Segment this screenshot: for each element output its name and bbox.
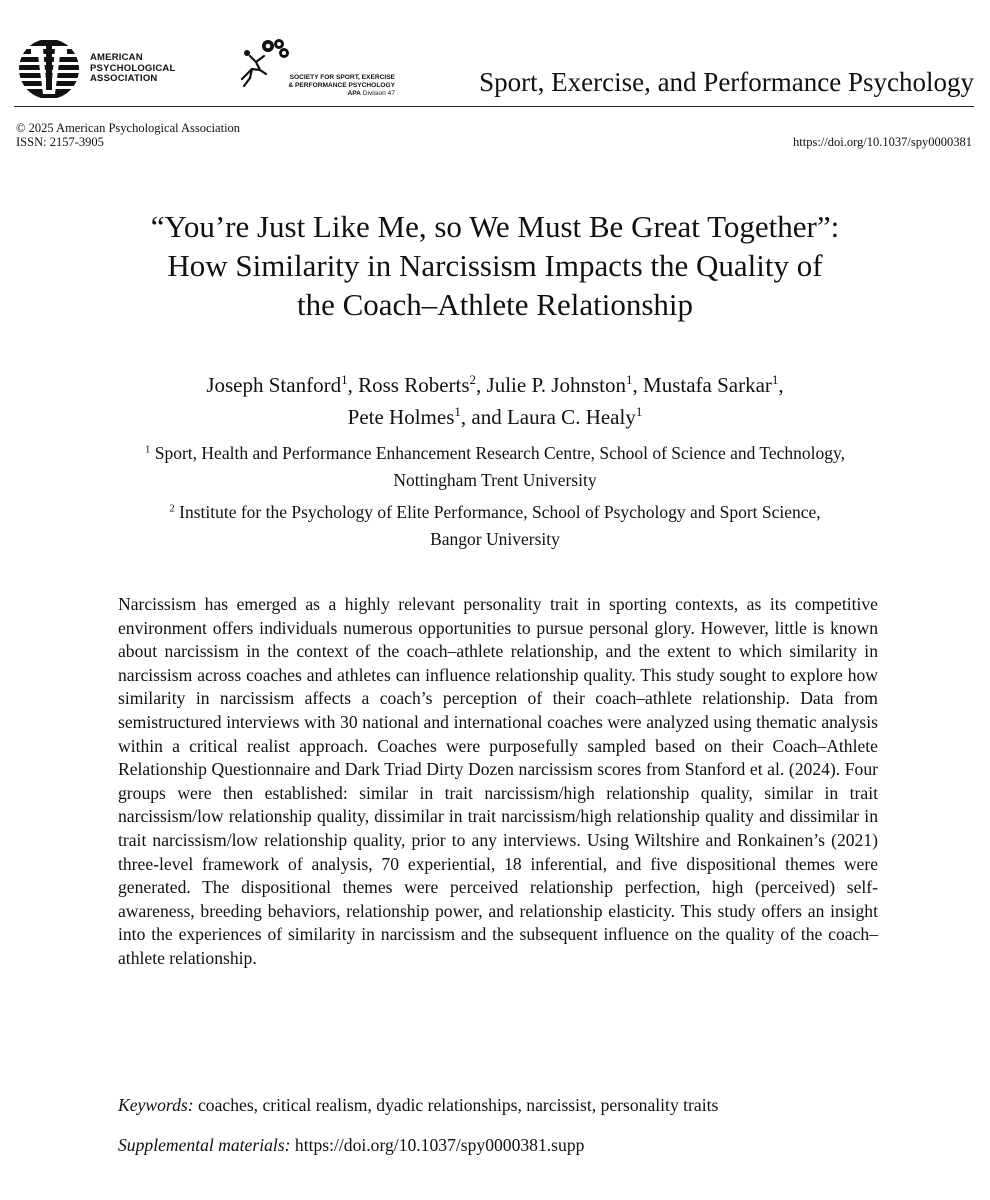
division-47-name: SOCIETY FOR SPORT, EXERCISE & PERFORMANCE PSYCHOLOGY APA Division 47 [288, 74, 395, 97]
supplemental-link[interactable]: https://doi.org/10.1037/spy0000381.supp [294, 1135, 585, 1155]
affiliation-1: $^1$ Sport, Health and Performance Enhancement Research Centre, School of Science and Technology, Nottingham Trent University [144, 443, 846, 490]
author: Mustafa Sarkar [643, 373, 772, 397]
apa-logo [18, 38, 175, 100]
abstract: Narcissism has emerged as a highly relevant personality trait in sporting contexts, as its competitive environment offers individuals numerous opportunities to pursue personal glory. However, little is known about narcissism in the context of the coach–athlete relationship, and the extent to which similarity in narcissism across coaches and athletes can influence relationship quality. This study sought to explore how similarity in narcissism affects a coach’s perception of their coach–athlete relationship. Data from semistructured interviews with 30 national and international coaches were analyzed using thematic analysis within a critical realist approach. Coaches were purposefully sampled based on their Coach–Athlete Relationship Questionnaire and Dark Triad Dirty Dozen narcissism scores from Stanford et al. (2024). Four groups were then established: similar in trait narcissism/high relationship quality, similar in trait narcissism/low relationship quality, dissimilar in trait narcissism/high relationship quality and dissimilar in trait narcissism/low relationship quality, prior to any interviews. Using Wiltshire and Ronkainen’s (2021) three-level framework of analysis, 70 experiential, 18 inferential, and five dispositional themes were generated. The dispositional themes were perceived relationship perfection, high (perceived) self-awareness, breeding behaviors, relationship power, and relationship elasticity. This study offers an insight into the experiences of similarity in narcissism and the subsequent influence on the quality of the coach–athlete relationship. [118, 594, 878, 968]
affiliation-2: $^2$ Institute for the Psychology of Elite Performance, School of Psychology and Sport Science, Bangor University [169, 502, 821, 549]
author: Joseph Stanford [206, 373, 342, 397]
apa-name: AMERICAN PSYCHOLOGICAL ASSOCIATION [90, 52, 176, 85]
publication-meta [16, 121, 240, 149]
article-title: “You’re Just Like Me, so We Must Be Great Together”: How Similarity in Narcissism Impacts the Quality of the Coach–Athlete Relationship [150, 209, 840, 322]
author-list: Joseph Stanford$^1$, Ross Roberts$^2$, Julie P. Johnston$^1$, Mustafa Sarkar$^1$, Pete Holmes$^1$, and Laura C. Healy$^1$ [206, 372, 784, 429]
keywords-label: Keywords: [118, 1095, 194, 1115]
supplemental-label: Supplemental materials: [118, 1135, 291, 1155]
keywords [118, 1093, 878, 1117]
author: Julie P. Johnston [486, 373, 626, 397]
supplemental-materials [118, 1133, 878, 1157]
issn-line: ISSN: 2157-3905 [16, 135, 104, 149]
page-header [14, 34, 974, 107]
apa-emblem-icon [18, 38, 80, 100]
keywords-text: coaches, critical realism, dyadic relationships, narcissist, personality traits [198, 1095, 719, 1115]
doi-link[interactable]: https://doi.org/10.1037/spy0000381 [793, 135, 972, 149]
copyright-line: © 2025 American Psychological Association [16, 121, 241, 135]
author: Pete Holmes [347, 405, 455, 429]
author: Laura C. Healy [506, 405, 636, 429]
author: Ross Roberts [358, 373, 470, 397]
journal-title: Sport, Exercise, and Performance Psychology [479, 67, 974, 97]
